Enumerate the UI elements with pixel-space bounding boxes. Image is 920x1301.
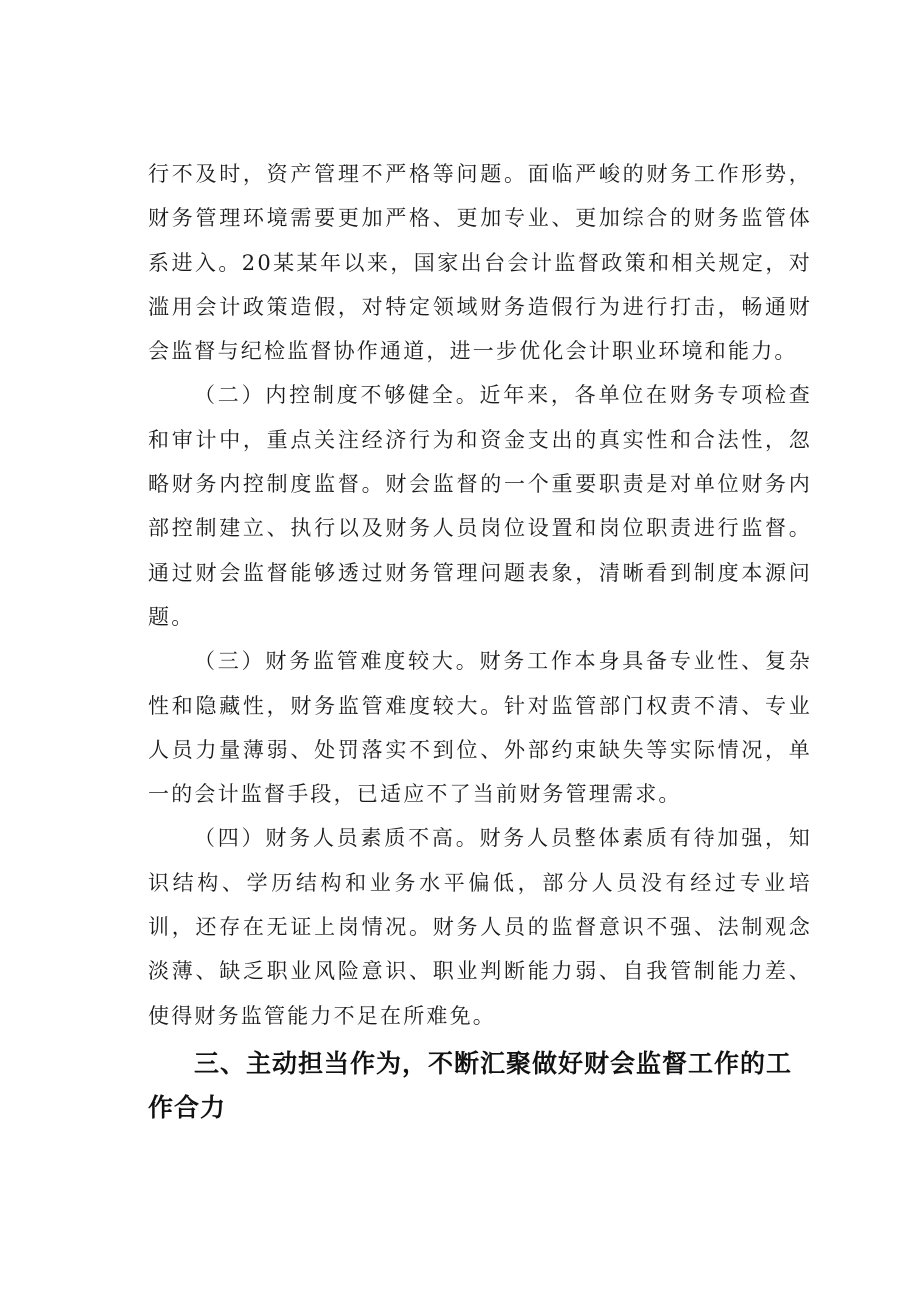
- section-heading: 三、主动担当作为，不断汇聚做好财会监督工作的工作合力: [148, 1048, 793, 1122]
- paragraph-supervision-difficulty: （三）财务监管难度较大。财务工作本身具备专业性、复杂性和隐藏性，财务监管难度较大。针对监管部门权责不清、专业人员力量薄弱、处罚落实不到位、外部约束缺失等实际情况，单一的会计监督手段，已适应不了当前财务管理需求。: [148, 649, 812, 807]
- paragraph-internal-control: （二）内控制度不够健全。近年来，各单位在财务专项检查和审计中，重点关注经济行为和资金支出的真实性和合法性，忽略财务内控制度监督。财会监督的一个重要职责是对单位财务内部控制建立、执行以及财务人员岗位设置和岗位职责进行监督。通过财会监督能够透过财务管理问题表象，清晰看到制度本源问题。: [148, 383, 812, 629]
- paragraph-staff-quality: （四）财务人员素质不高。财务人员整体素质有待加强，知识结构、学历结构和业务水平偏低，部分人员没有经过专业培训，还存在无证上岗情况。财务人员的监督意识不强、法制观念淡薄、缺乏职业风险意识、职业判断能力弱、自我管制能力差、使得财务监管能力不足在所难免。: [148, 826, 812, 1028]
- document-body: [148, 152, 812, 1130]
- paragraph-continuation: 行不及时，资产管理不严格等问题。面临严峻的财务工作形势，财务管理环境需要更加严格、更加专业、更加综合的财务监管体系进入。20某某年以来，国家出台会计监督政策和相关规定，对滥用会计政策造假，对特定领域财务造假行为进行打击，畅通财会监督与纪检监督协作通道，进一步优化会计职业环境和能力。: [148, 162, 812, 364]
